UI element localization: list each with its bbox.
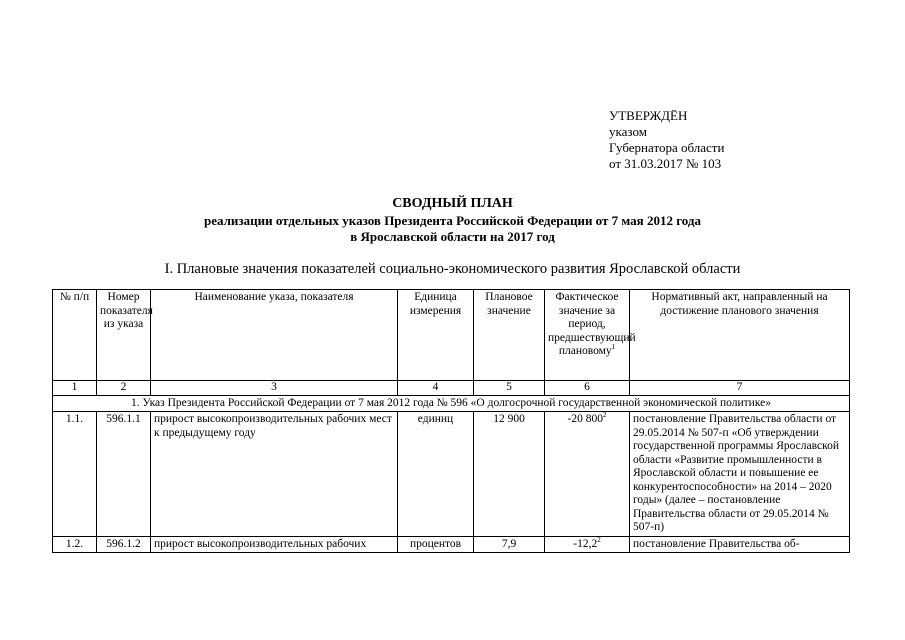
header-fact-text: Фактическое значение за период, предшествующий плановому <box>548 291 636 357</box>
column-number: 3 <box>151 381 398 396</box>
header-act: Нормативный акт, направленный на достижение планового значения <box>630 290 850 381</box>
approval-line-decree: указом <box>609 124 647 139</box>
approval-line-approved: УТВЕРЖДЁН <box>609 108 688 123</box>
document-title: СВОДНЫЙ ПЛАН <box>392 196 513 211</box>
row-unit: единиц <box>398 412 474 537</box>
row-num: 1.2. <box>53 536 97 553</box>
row-fact <box>545 412 630 537</box>
document-subtitle-2: в Ярославской области на 2017 год <box>350 229 555 244</box>
approval-line-date: от 31.03.2017 № 103 <box>609 156 722 171</box>
row-fact-footnote: 2 <box>597 535 601 544</box>
section-title: I. Плановые значения показателей социально-экономического развития Ярославской области <box>164 261 741 277</box>
approval-line-governor: Губернатора области <box>609 140 725 155</box>
row-num: 1.1. <box>53 412 97 537</box>
column-number: 5 <box>474 381 545 396</box>
table-row <box>53 536 850 553</box>
row-name: прирост высокопроизводительных рабочих мест к предыдущему году <box>151 412 398 537</box>
row-name: прирост высокопроизводительных рабочих <box>151 536 398 553</box>
row-act: постановление Правительства области от 29.05.2014 № 507-п «Об утверждении государственной программы Ярославской области «Развитие промышленности в Ярославской области и повышение ее конкурентоспособности» на 2014 – 2020 годы» (далее – постановление Правительства области от 29.05.2014 № 507-п) <box>630 412 850 537</box>
column-number: 2 <box>97 381 151 396</box>
header-code: Номер показателя из указа <box>97 290 151 381</box>
decree-row <box>53 395 850 412</box>
column-number: 7 <box>630 381 850 396</box>
document-subtitle-1: реализации отдельных указов Президента Российской Федерации от 7 мая 2012 года <box>204 213 701 228</box>
row-fact-value: -20 800 <box>567 413 603 425</box>
row-plan: 7,9 <box>474 536 545 553</box>
column-number: 6 <box>545 381 630 396</box>
row-code: 596.1.2 <box>97 536 151 553</box>
header-unit: Единица измерения <box>398 290 474 381</box>
decree-title: 1. Указ Президента Российской Федерации от 7 мая 2012 года № 596 «О долгосрочной государственной экономической политике» <box>53 395 850 412</box>
approval-stamp <box>609 108 724 172</box>
column-number-row <box>53 381 850 396</box>
indicators-table <box>52 289 850 553</box>
row-unit: процентов <box>398 536 474 553</box>
row-fact-footnote: 2 <box>602 411 607 420</box>
row-fact-value: -12,2 <box>573 537 598 550</box>
table-row <box>53 412 850 537</box>
row-fact <box>545 536 630 553</box>
row-act: постановление Правительства об- <box>630 536 850 553</box>
row-code: 596.1.1 <box>97 412 151 537</box>
header-plan: Плановое значение <box>474 290 545 381</box>
column-number: 4 <box>398 381 474 396</box>
row-plan: 12 900 <box>474 412 545 537</box>
header-name: Наименование указа, показателя <box>151 290 398 381</box>
table-header-row <box>53 290 850 381</box>
header-fact <box>545 290 636 381</box>
header-fact-footnote: 1 <box>611 343 616 352</box>
header-num: № п/п <box>53 290 97 381</box>
column-number: 1 <box>53 381 97 396</box>
